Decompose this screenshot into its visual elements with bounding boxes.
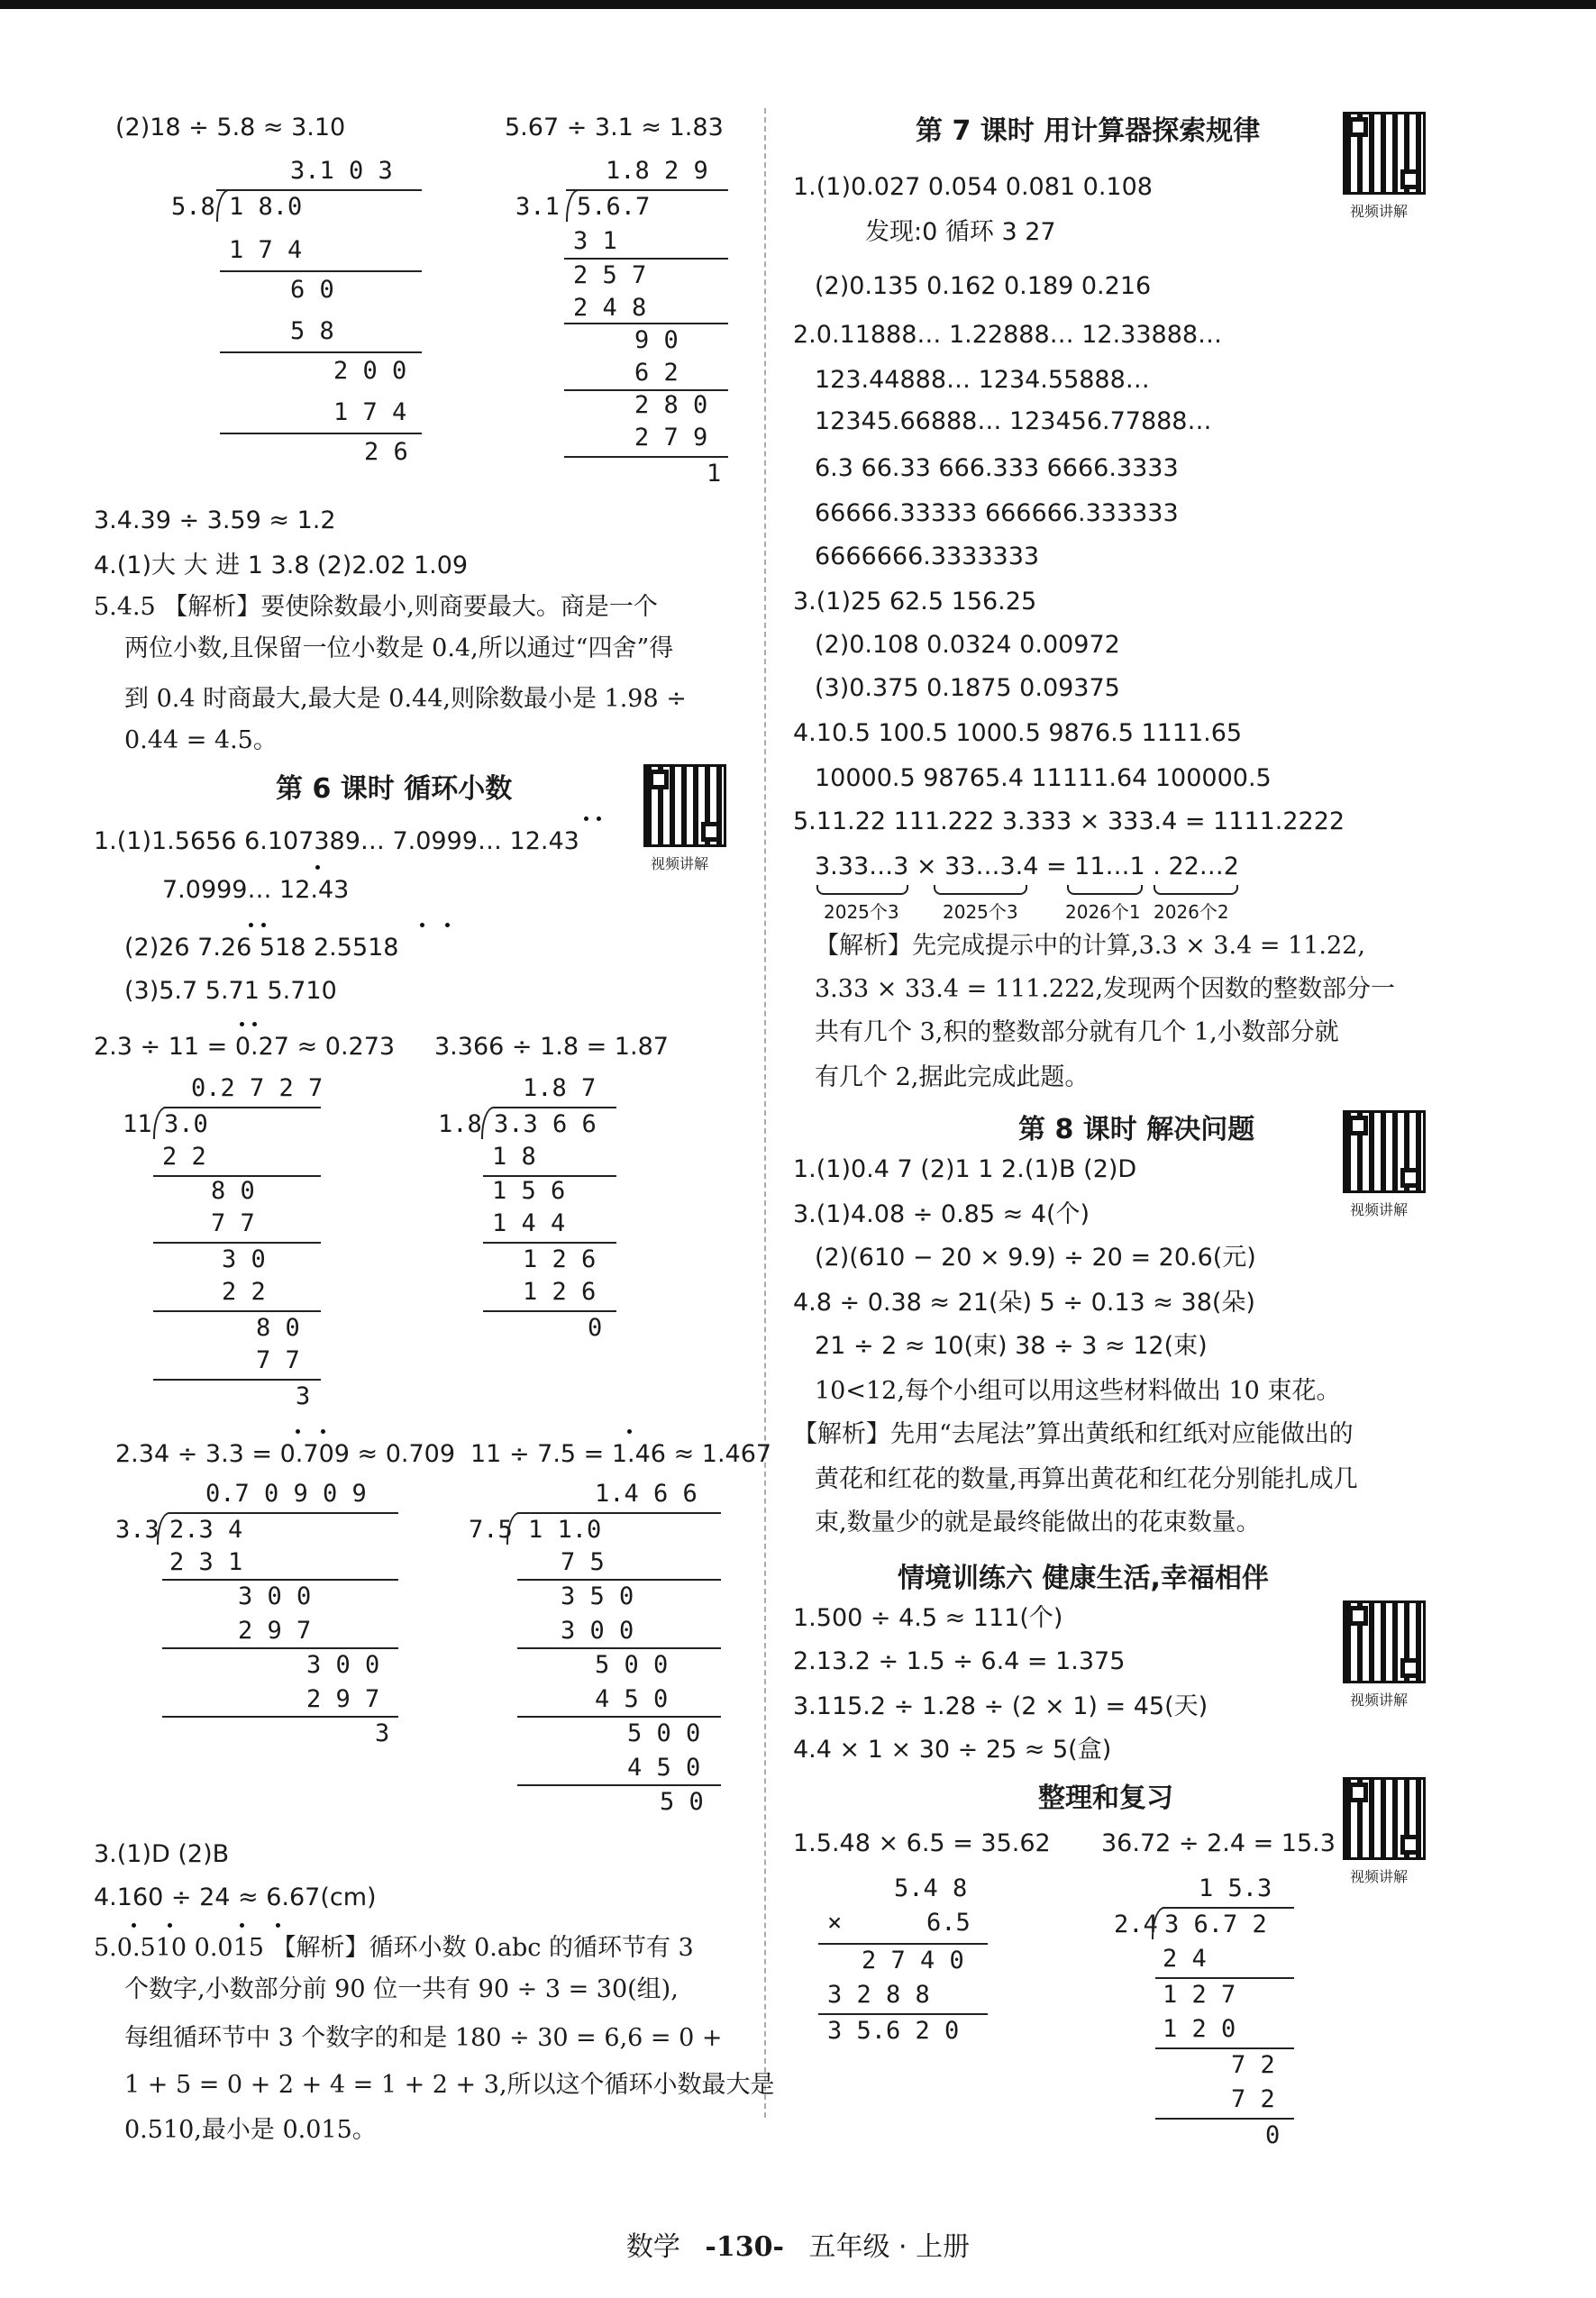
div-g-remainder: 5 0 xyxy=(660,1788,704,1816)
div-g-line xyxy=(517,1716,721,1718)
b3-line: 3.(1)4.08 ÷ 0.85 ≈ 4(个) xyxy=(793,1200,1090,1228)
div-c-line xyxy=(153,1310,321,1312)
repeat-dot xyxy=(249,923,253,927)
repeat-dot xyxy=(584,816,588,821)
a5-analysis: 【解析】先完成提示中的计算,3.3 × 3.4 = 11.22, xyxy=(815,932,1365,960)
repeat-dot xyxy=(132,1923,136,1928)
div-h-remainder: 0 xyxy=(1265,2121,1281,2149)
div-b-dividend: 5.6.7 xyxy=(577,193,651,221)
b4-line: 4.8 ÷ 0.38 ≈ 21(朵) 5 ÷ 0.13 ≈ 38(朵) xyxy=(793,1289,1255,1317)
div-f-step: 2 9 7 xyxy=(306,1685,380,1713)
div-c-step: 7 7 xyxy=(256,1346,300,1374)
q2b-line: 5.67 ÷ 3.1 ≈ 1.83 xyxy=(505,114,724,141)
repeat-dot xyxy=(321,1429,325,1434)
div-b-line xyxy=(564,323,728,324)
p2-line: 2.3 ÷ 11 = 0.27 ≈ 0.273 xyxy=(94,1033,396,1061)
c3-line: 3.115.2 ÷ 1.28 ÷ (2 × 1) = 45(天) xyxy=(793,1692,1208,1720)
div-a-line xyxy=(220,433,422,434)
div-a-step: 2 0 0 xyxy=(333,357,407,385)
repeat-dot xyxy=(627,1429,632,1434)
section-title-lesson6: 第 6 课时 循环小数 xyxy=(276,773,513,805)
p5-line: 1 + 5 = 0 + 2 + 4 = 1 + 2 + 3,所以这个循环小数最大是 xyxy=(124,2071,775,2099)
div-e-bar xyxy=(494,1107,616,1108)
div-f-dividend: 2.3 4 xyxy=(169,1516,243,1544)
div-b-remainder: 1 xyxy=(707,460,722,488)
div-h-step: 7 2 xyxy=(1231,2051,1275,2079)
b4-analysis: 黄花和红花的数量,再算出黄花和红花分别能扎成几 xyxy=(815,1465,1358,1493)
div-e-dividend: 3.3 6 6 xyxy=(494,1110,597,1138)
div-c-bar xyxy=(164,1107,321,1108)
div-c-quotient: 0.2 7 2 7 xyxy=(191,1074,324,1102)
div-c-line xyxy=(153,1242,321,1244)
q5-line: 两位小数,且保留一位小数是 0.4,所以通过“四舍”得 xyxy=(124,634,674,662)
div-c-divisor: 11 xyxy=(123,1110,152,1138)
qr-code-icon[interactable] xyxy=(1343,1110,1426,1193)
a3-line: (3)0.375 0.1875 0.09375 xyxy=(815,674,1120,702)
div-b-bar xyxy=(566,189,728,191)
p2-line: 3.366 ÷ 1.8 = 1.87 xyxy=(434,1033,669,1061)
section-title-review: 整理和复习 xyxy=(1038,1783,1173,1814)
div-h-step: 1 2 0 xyxy=(1163,2015,1236,2043)
q5-line: 到 0.4 时商最大,最大是 0.44,则除数最小是 1.98 ÷ xyxy=(124,685,687,713)
a1-line: 1.(1)0.027 0.054 0.081 0.108 xyxy=(793,173,1153,201)
div-g-step: 7 5 xyxy=(561,1548,605,1576)
div-c-step: 7 7 xyxy=(211,1209,255,1237)
p5-line: 5.0.510 0.015 【解析】循环小数 0.abc 的循环节有 3 xyxy=(94,1934,694,1962)
a2-line: 6666666.3333333 xyxy=(815,543,1040,570)
p1-line: (2)26 7.26 518 2.5518 xyxy=(124,934,399,962)
p1-line: 7.0999… 12.43 xyxy=(162,876,350,904)
c2-line: 2.13.2 ÷ 1.5 ÷ 6.4 = 1.375 xyxy=(793,1647,1126,1675)
a5-analysis: 3.33 × 33.4 = 111.222,发现两个因数的整数部分一 xyxy=(815,975,1396,1003)
div-c-step: 3 0 xyxy=(222,1245,266,1273)
div-a-step: 6 0 xyxy=(290,276,334,304)
b4-line: 10<12,每个小组可以用这些材料做出 10 束花。 xyxy=(815,1377,1341,1405)
div-h-step: 2 4 xyxy=(1163,1945,1207,1973)
q2-line: (2)18 ÷ 5.8 ≈ 3.10 xyxy=(115,114,346,141)
qr-label: 视频讲解 xyxy=(1350,1868,1409,1885)
repeat-dot xyxy=(597,816,601,821)
page-number: -130- xyxy=(705,2231,784,2263)
div-f-step: 3 0 0 xyxy=(238,1582,312,1610)
q5-line: 0.44 = 4.5。 xyxy=(124,726,278,754)
div-e-step: 1 8 xyxy=(492,1143,536,1171)
div-f-line xyxy=(162,1579,398,1581)
section-title-lesson7: 第 7 课时 用计算器探索规律 xyxy=(916,115,1261,147)
a5-analysis: 有几个 2,据此完成此题。 xyxy=(815,1063,1090,1091)
brace-label: 2025个3 xyxy=(824,901,899,923)
div-h-divisor: 2.4 xyxy=(1114,1910,1158,1938)
column-divider xyxy=(764,108,766,2118)
div-b-step: 3 1 xyxy=(573,227,617,255)
p1-line: (3)5.7 5.71 5.710 xyxy=(124,977,337,1005)
brace-label: 2026个1 xyxy=(1065,901,1141,923)
qr-label: 视频讲解 xyxy=(1350,1692,1409,1709)
repeat-dot xyxy=(252,1022,257,1026)
div-e-line xyxy=(483,1242,616,1244)
a1-line: 发现:0 循环 3 27 xyxy=(865,218,1056,246)
div-e-step: 1 2 6 xyxy=(523,1278,597,1306)
footer-subject: 数学 xyxy=(625,2231,680,2263)
qr-code-icon[interactable] xyxy=(1343,112,1426,195)
div-g-step: 3 0 0 xyxy=(561,1617,634,1645)
div-f-step: 3 0 0 xyxy=(306,1651,380,1679)
top-border xyxy=(0,0,1596,9)
div-b-step: 9 0 xyxy=(634,326,679,354)
div-b-step: 2 5 7 xyxy=(573,261,647,289)
mul-line xyxy=(818,1943,988,1945)
div-g-bar xyxy=(517,1512,721,1514)
p2-line: 11 ÷ 7.5 = 1.46 ≈ 1.467 xyxy=(470,1440,772,1468)
b4-line: 21 ÷ 2 ≈ 10(束) 38 ÷ 3 ≈ 12(束) xyxy=(815,1332,1208,1360)
q3-line: 3.4.39 ÷ 3.59 ≈ 1.2 xyxy=(94,506,336,534)
qr-label: 视频讲解 xyxy=(651,855,709,872)
p4-line: 4.160 ÷ 24 ≈ 6.67(cm) xyxy=(94,1883,377,1911)
div-g-step: 4 5 0 xyxy=(595,1685,669,1713)
div-e-quotient: 1.8 7 xyxy=(523,1074,597,1102)
brace xyxy=(934,885,1027,895)
d1-line: 1.5.48 × 6.5 = 35.62 xyxy=(793,1829,1051,1857)
div-b-step: 2 4 8 xyxy=(573,294,647,322)
q5-line: 5.4.5 【解析】要使除数最小,则商要最大。商是一个 xyxy=(94,593,658,621)
p2-line: 2.34 ÷ 3.3 = 0.709 ≈ 0.709 xyxy=(115,1440,456,1468)
brace xyxy=(816,885,908,895)
div-h-bar xyxy=(1163,1907,1294,1909)
a2-line: 6.3 66.33 666.333 6666.3333 xyxy=(815,454,1179,482)
p5-line: 每组循环节中 3 个数字的和是 180 ÷ 30 = 6,6 = 0 + xyxy=(124,2024,723,2052)
repeat-dot xyxy=(315,865,320,870)
div-a-line xyxy=(220,351,422,353)
div-f-step: 2 3 1 xyxy=(169,1548,243,1576)
repeat-dot xyxy=(168,1923,172,1928)
div-g-divisor: 7.5 xyxy=(469,1516,513,1544)
footer-grade: 五年级 · 上册 xyxy=(808,2231,971,2263)
q4-line: 4.(1)大 大 进 1 3.8 (2)2.02 1.09 xyxy=(94,552,469,579)
qr-code-icon[interactable] xyxy=(643,764,726,847)
div-g-quotient: 1.4 6 6 xyxy=(595,1480,698,1508)
div-c-step: 2 2 xyxy=(162,1143,206,1171)
mul-times: × xyxy=(827,1909,843,1937)
div-a-step: 1 7 4 xyxy=(229,236,303,264)
mul-step: 3 2 8 8 xyxy=(827,1981,930,2009)
a2-line: 2.0.11888… 1.22888… 12.33888… xyxy=(793,321,1223,349)
div-g-line xyxy=(517,1579,721,1581)
div-e-divisor: 1.8 xyxy=(438,1110,482,1138)
div-a-step: 1 7 4 xyxy=(333,398,407,426)
div-b-step: 6 2 xyxy=(634,359,679,387)
div-b-step: 2 7 9 xyxy=(634,424,708,451)
div-c-step: 8 0 xyxy=(256,1314,300,1342)
div-g-step: 5 0 0 xyxy=(627,1719,701,1747)
div-e-step: 1 5 6 xyxy=(492,1177,566,1205)
div-f-bar xyxy=(169,1512,398,1514)
div-b-line xyxy=(564,456,728,458)
div-a-line xyxy=(220,270,422,272)
a1-line: (2)0.135 0.162 0.189 0.216 xyxy=(815,272,1152,300)
brace xyxy=(1154,885,1238,895)
div-c-remainder: 3 xyxy=(296,1382,311,1410)
div-b-line xyxy=(564,258,728,260)
page-footer xyxy=(0,2224,1596,2264)
div-e-step: 1 4 4 xyxy=(492,1209,566,1237)
div-a-bar xyxy=(216,189,422,191)
brace-label: 2025个3 xyxy=(943,901,1018,923)
repeat-dot xyxy=(240,1923,244,1928)
div-h-step: 7 2 xyxy=(1231,2085,1275,2113)
b3-line: (2)(610 − 20 × 9.9) ÷ 20 = 20.6(元) xyxy=(815,1244,1256,1272)
a5-analysis: 共有几个 3,积的整数部分就有几个 1,小数部分就 xyxy=(815,1018,1339,1046)
a4-line: 4.10.5 100.5 1000.5 9876.5 1111.65 xyxy=(793,719,1243,747)
repeat-dot xyxy=(276,1923,280,1928)
div-h-step: 1 2 7 xyxy=(1163,1981,1236,2009)
div-h-line xyxy=(1155,1977,1294,1979)
d1b-line: 36.72 ÷ 2.4 = 15.3 xyxy=(1101,1829,1336,1857)
a2-line: 123.44888… 1234.55888… xyxy=(815,366,1150,394)
mul-step: 6.5 xyxy=(926,1909,971,1937)
div-g-dividend: 1 1.0 xyxy=(528,1516,602,1544)
p3-line: 3.(1)D (2)B xyxy=(94,1840,230,1868)
div-f-step: 2 9 7 xyxy=(238,1617,312,1645)
div-h-dividend: 3 6.7 2 xyxy=(1164,1910,1267,1938)
repeat-dot xyxy=(240,1022,244,1026)
div-f-remainder: 3 xyxy=(375,1719,390,1747)
div-a-dividend: 1 8.0 xyxy=(229,193,303,221)
div-b-step: 2 8 0 xyxy=(634,391,708,419)
repeat-dot xyxy=(296,1429,300,1434)
qr-label: 视频讲解 xyxy=(1350,203,1409,220)
b4-analysis: 束,数量少的就是最终能做出的花束数量。 xyxy=(815,1509,1261,1537)
div-e-remainder: 0 xyxy=(588,1314,603,1342)
div-f-quotient: 0.7 0 9 0 9 xyxy=(205,1480,367,1508)
div-b-divisor: 3.1 xyxy=(515,193,560,221)
p5-line: 0.510,最小是 0.015。 xyxy=(124,2116,377,2144)
c1-line: 1.500 ÷ 4.5 ≈ 111(个) xyxy=(793,1604,1063,1632)
section-title-lesson8: 第 8 课时 解决问题 xyxy=(1018,1114,1255,1145)
div-a-remainder: 2 6 xyxy=(364,438,408,466)
div-c-dividend: 3.0 xyxy=(164,1110,208,1138)
div-g-step: 3 5 0 xyxy=(561,1582,634,1610)
div-c-line xyxy=(153,1379,321,1381)
a2-line: 12345.66888… 123456.77888… xyxy=(815,407,1212,435)
brace-label: 2026个2 xyxy=(1154,901,1229,923)
div-g-step: 4 5 0 xyxy=(627,1754,701,1782)
a3-line: 3.(1)25 62.5 156.25 xyxy=(793,588,1037,616)
qr-code-icon[interactable] xyxy=(1343,1777,1426,1860)
a5-line: 5.11.22 111.222 3.333 × 333.4 = 1111.2222 xyxy=(793,807,1345,835)
mul-step: 5.4 8 xyxy=(894,1874,968,1902)
mul-step: 2 7 4 0 xyxy=(862,1947,964,1974)
div-e-step: 1 2 6 xyxy=(523,1245,597,1273)
qr-code-icon[interactable] xyxy=(1343,1600,1426,1683)
qr-label: 视频讲解 xyxy=(1350,1201,1409,1218)
div-b-quotient: 1.8 2 9 xyxy=(606,157,708,185)
div-c-step: 2 2 xyxy=(222,1278,266,1306)
section-title-situation6: 情境训练六 健康生活,幸福相伴 xyxy=(898,1563,1269,1594)
a4-line: 10000.5 98765.4 11111.64 100000.5 xyxy=(815,764,1272,792)
div-e-line xyxy=(483,1310,616,1312)
mul-line xyxy=(818,2013,988,2015)
div-g-step: 5 0 0 xyxy=(595,1651,669,1679)
div-g-line xyxy=(517,1784,721,1786)
div-a-divisor: 5.8 xyxy=(171,193,215,221)
b4-analysis: 【解析】先用“去尾法”算出黄纸和红纸对应能做出的 xyxy=(793,1420,1354,1448)
repeat-dot xyxy=(445,923,450,927)
c4-line: 4.4 × 1 × 30 ÷ 25 ≈ 5(盒) xyxy=(793,1736,1112,1764)
div-f-line xyxy=(162,1647,398,1649)
div-h-line xyxy=(1155,2047,1294,2049)
brace xyxy=(1067,885,1143,895)
div-f-divisor: 3.3 xyxy=(115,1516,160,1544)
div-h-line xyxy=(1155,2118,1294,2120)
b1-line: 1.(1)0.4 7 (2)1 1 2.(1)B (2)D xyxy=(793,1155,1137,1183)
repeat-dot xyxy=(420,923,424,927)
repeat-dot xyxy=(261,923,266,927)
p1-line: 1.(1)1.5656 6.107389… 7.0999… 12.43 xyxy=(94,827,579,855)
div-a-step: 5 8 xyxy=(290,317,334,345)
div-h-quotient: 1 5.3 xyxy=(1199,1874,1272,1902)
p5-line: 个数字,小数部分前 90 位一共有 90 ÷ 3 = 30(组), xyxy=(124,1975,679,2003)
mul-result: 3 5.6 2 0 xyxy=(827,2017,960,2045)
a5-equation: 3.33…3 × 33…3.4 = 11…1 . 22…2 xyxy=(815,853,1239,880)
a3-line: (2)0.108 0.0324 0.00972 xyxy=(815,631,1120,659)
div-c-step: 8 0 xyxy=(211,1177,255,1205)
div-a-quotient: 3.1 0 3 xyxy=(290,157,393,185)
div-g-line xyxy=(517,1647,721,1649)
div-f-line xyxy=(162,1716,398,1718)
a2-line: 66666.33333 666666.333333 xyxy=(815,499,1179,527)
